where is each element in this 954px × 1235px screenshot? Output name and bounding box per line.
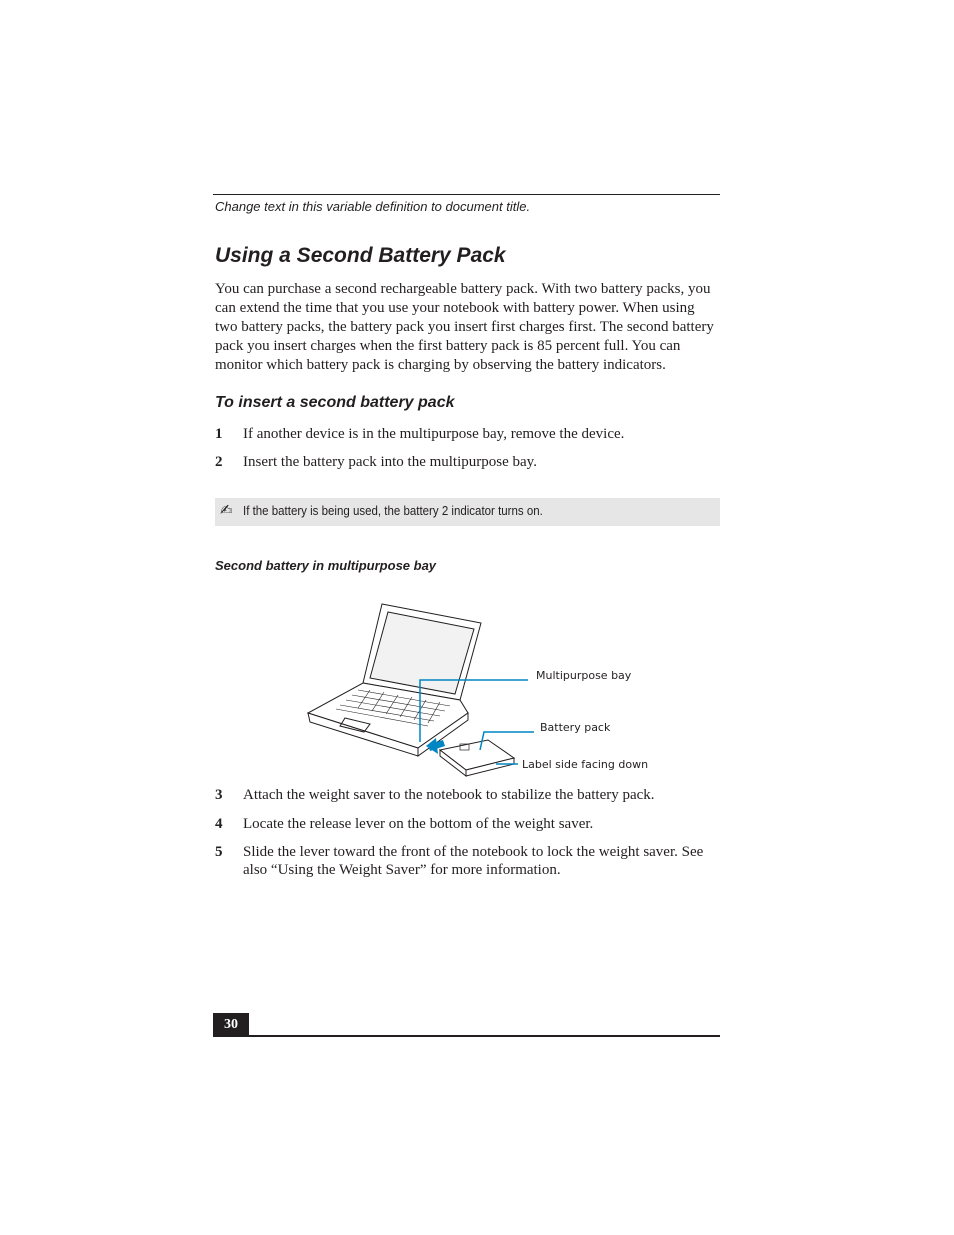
step-number: 3 [215,787,223,803]
page-number: 30 [213,1013,249,1036]
running-header: Change text in this variable definition to document title. [215,199,531,214]
figure-caption: Second battery in multipurpose bay [215,558,437,573]
procedure-heading: To insert a second battery pack [215,394,455,411]
step-3 [215,786,720,804]
pen-note-icon: ✍ [220,501,233,519]
callout-multipurpose-bay: Multipurpose bay [536,669,632,682]
intro-paragraph: You can purchase a second rechargeable battery pack. With two battery packs, you can extend the time that you use your notebook with battery power. When using two battery packs, the battery pack you insert first charges first. The second battery pack you insert charges when the first battery pack is 85 percent full. You can monitor which battery pack is charging by observing the battery indicators. [215,281,714,373]
step-text: Locate the release lever on the bottom of the weight saver. [243,816,594,832]
note-box [215,498,720,526]
step-number: 5 [215,844,223,860]
note-text: If the battery is being used, the battery 2 indicator turns on. [243,504,543,518]
step-text: Slide the lever toward the front of the notebook to lock the weight saver. See also “Using the Weight Saver” for more information. [243,844,704,878]
step-1 [215,425,720,443]
step-5 [215,843,720,879]
step-number: 4 [215,816,223,832]
step-text: If another device is in the multipurpose bay, remove the device. [243,426,625,442]
step-text: Attach the weight saver to the notebook to stabilize the battery pack. [243,787,655,803]
page-title: Using a Second Battery Pack [215,244,506,267]
battery-figure [300,598,660,778]
step-4 [215,815,720,833]
laptop-illustration [300,598,660,778]
step-text: Insert the battery pack into the multipurpose bay. [243,454,537,470]
step-number: 1 [215,426,223,442]
footer-rule [213,1035,720,1037]
callout-label-side: Label side facing down [522,758,649,771]
step-number: 2 [215,454,223,470]
header-rule [213,194,720,195]
callout-battery-pack: Battery pack [540,721,611,734]
step-2 [215,453,720,471]
